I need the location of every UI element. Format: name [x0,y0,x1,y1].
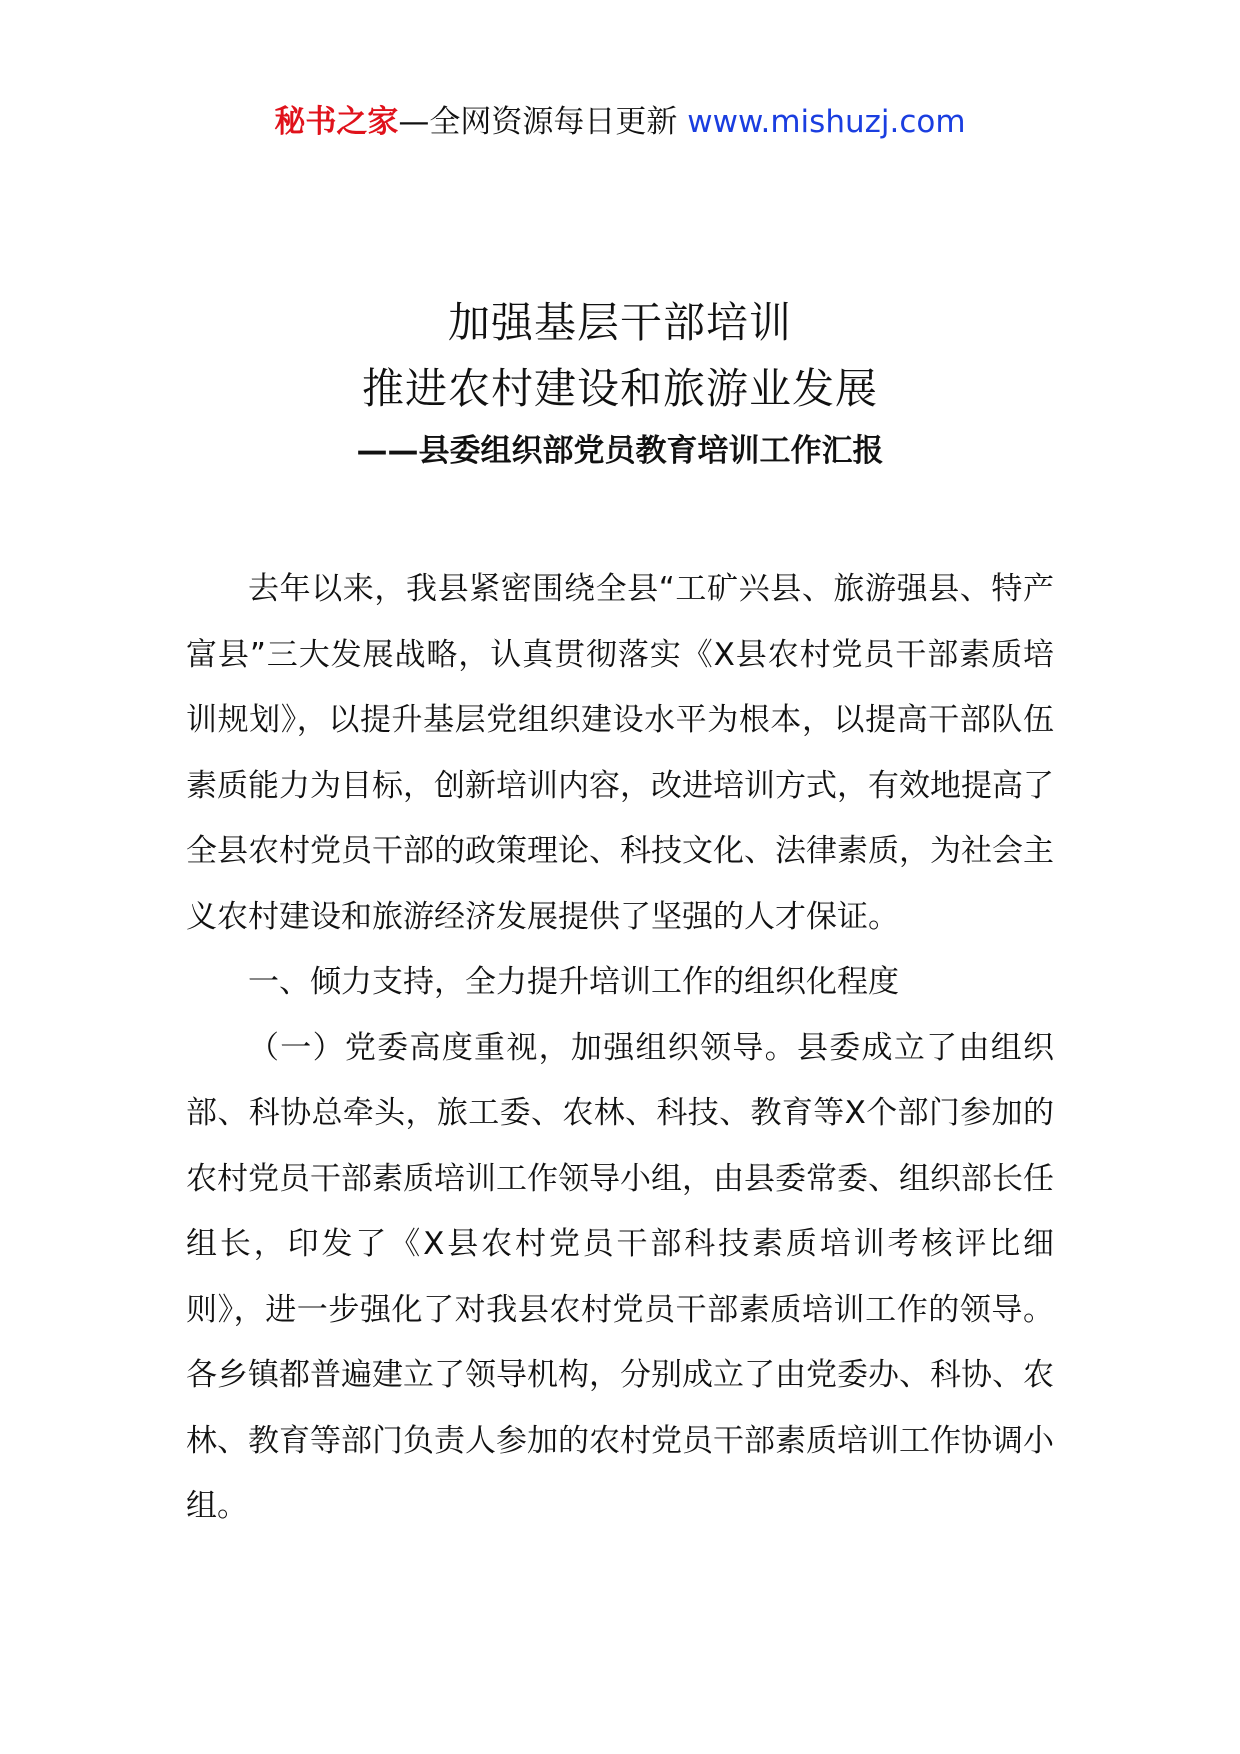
site-url-link[interactable]: www.mishuzj.com [687,104,966,140]
document-title-line-2: 推进农村建设和旅游业发展 [361,364,878,413]
site-brand: 秘书之家 [274,104,399,140]
document-subtitle: ——县委组织部党员教育培训工作汇报 [356,433,884,469]
subsection-paragraph-1: （一）党委高度重视，加强组织领导。县委成立了由组织部、科协总牵头，旅工委、农林、科技、教育等X个部门参加的农村党员干部素质培训工作领导小组，由县委常委、组织部长任组长，印发了《X县农村党员干部科技素质培训考核评比细则》，进一步强化了对我县农村党员干部素质培训工作的领导。各乡镇都普遍建立了领导机构，分别成立了由党委办、科协、农林、教育等部门负责人参加的农村党员干部素质培训工作协调小组。 [186,1029,1054,1524]
document-title-line-1: 加强基层干部培训 [447,298,792,347]
site-banner [0,100,1240,144]
intro-paragraph: 去年以来，我县紧密围绕全县“工矿兴县、旅游强县、特产富县”三大发展战略，认真贯彻落实《X县农村党员干部素质培训规划》，以提升基层党组织建设水平为根本，以提高干部队伍素质能力为目标，创新培训内容，改进培训方式，有效地提高了全县农村党员干部的政策理论、科技文化、法律素质，为社会主义农村建设和旅游经济发展提供了坚强的人才保证。 [186,571,1054,935]
site-tagline: —全网资源每日更新 [398,104,678,140]
document-title-block [0,290,1240,476]
document-body [186,557,1054,1540]
section-heading-1: 一、倾力支持，全力提升培训工作的组织化程度 [248,964,899,1000]
